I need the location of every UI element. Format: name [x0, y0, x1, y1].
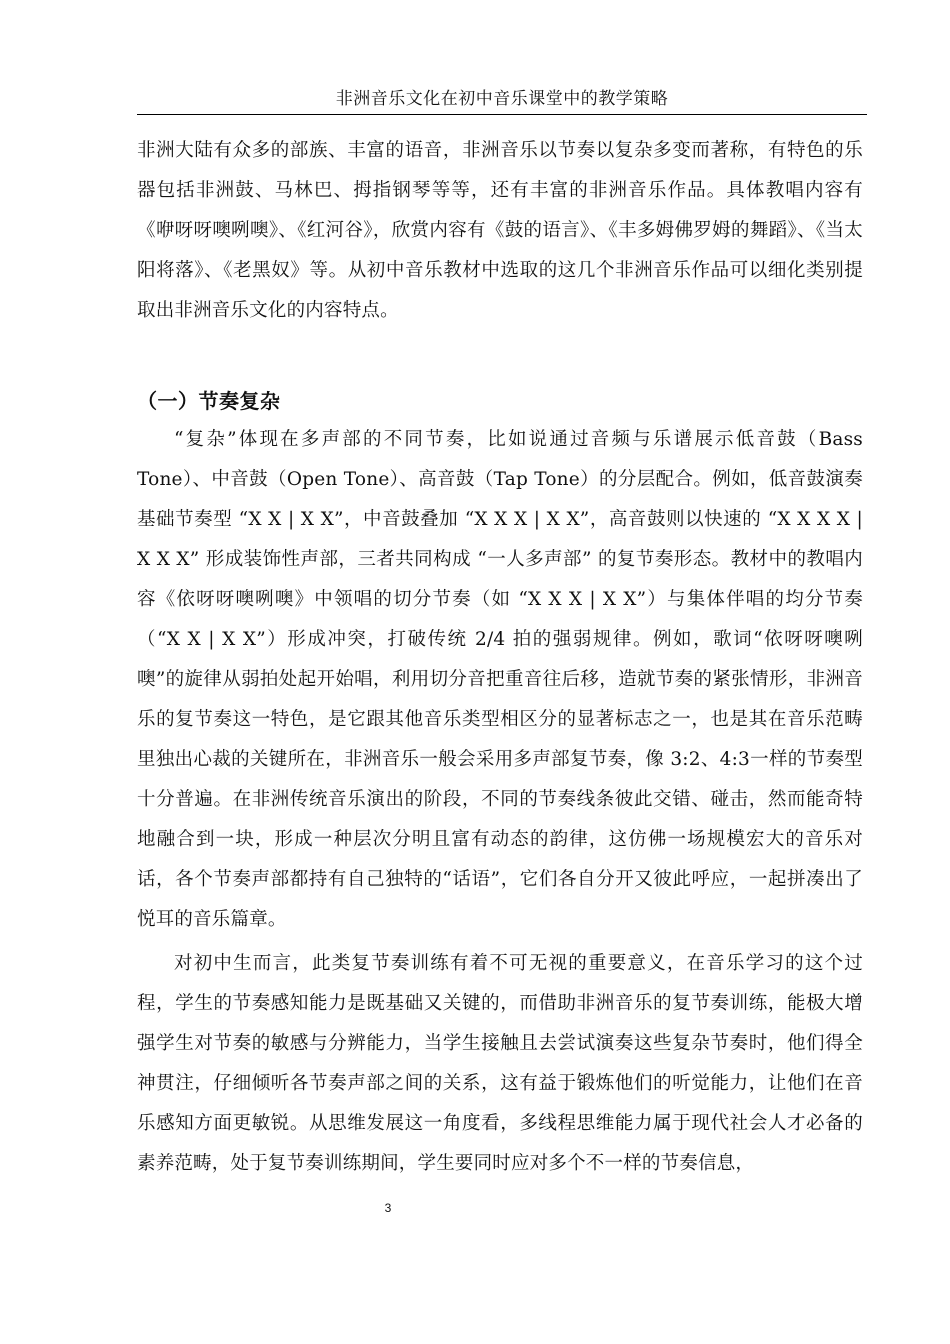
intro-paragraph: 非洲大陆有众多的部族、丰富的语音，非洲音乐以节奏以复杂多变而著称，有特色的乐器包括非洲鼓、马林巴、拇指钢琴等等，还有丰富的非洲音乐作品。具体教唱内容有《咿呀呀噢咧噢》、《红河谷》，欣赏内容有《鼓的语言》、《丰多姆佛罗姆的舞蹈》、《当太阳将落》、《老黑奴》等。从初中音乐教材中选取的这几个非洲音乐作品可以细化类别提取出非洲音乐文化的内容特点。 [137, 140, 863, 321]
page-number: 3 [384, 1201, 392, 1215]
section-heading: （一）节奏复杂 [137, 389, 281, 413]
header-rule [137, 114, 867, 115]
document-body [137, 131, 863, 1184]
section-paragraph-2: 对初中生而言，此类复节奏训练有着不可无视的重要意义，在音乐学习的这个过程，学生的节奏感知能力是既基础又关键的，而借助非洲音乐的复节奏训练，能极大增强学生对节奏的敏感与分辨能力，当学生接触且去尝试演奏这些复杂节奏时，他们得全神贯注，仔细倾听各节奏声部之间的关系，这有益于锻炼他们的听觉能力，让他们在音乐感知方面更敏锐。从思维发展这一角度看，多线程思维能力属于现代社会人才必备的素养范畴，处于复节奏训练期间，学生要同时应对多个不一样的节奏信息， [137, 953, 863, 1174]
section-paragraph-1: “复杂”体现在多声部的不同节奏，比如说通过音频与乐谱展示低音鼓（Bass Tone）、中音鼓（Open Tone）、高音鼓（Tap Tone）的分层配合。例如，低音鼓演奏基础节奏型 “X X | X X”，中音鼓叠加 “X X X | X X”，高音鼓则以快速的 “X X X X | X X X” 形成装饰性声部，三者共同构成 “一人多声部” 的复节奏形态。教材中的教唱内容《依呀呀噢咧噢》中领唱的切分节奏（如 “X X X | X X”）与集体伴唱的均分节奏（“X X | X X”）形成冲突，打破传统 2/4 拍的强弱规律。例如，歌词“依呀呀噢咧噢”的旋律从弱拍处起开始唱，利用切分音把重音往后移，造就节奏的紧张情形，非洲音乐的复节奏这一特色，是它跟其他音乐类型相区分的显著标志之一，也是其在音乐范畴里独出心裁的关键所在，非洲音乐一般会采用多声部复节奏，像 3:2、4:3一样的节奏型十分普遍。在非洲传统音乐演出的阶段，不同的节奏线条彼此交错、碰击，然而能奇特地融合到一块，形成一种层次分明且富有动态的韵律，这仿佛一场规模宏大的音乐对话，各个节奏声部都持有自己独特的“话语”，它们各自分开又彼此呼应，一起拼凑出了悦耳的音乐篇章。 [137, 429, 863, 930]
running-header: 非洲音乐文化在初中音乐课堂中的教学策略 [335, 89, 669, 109]
